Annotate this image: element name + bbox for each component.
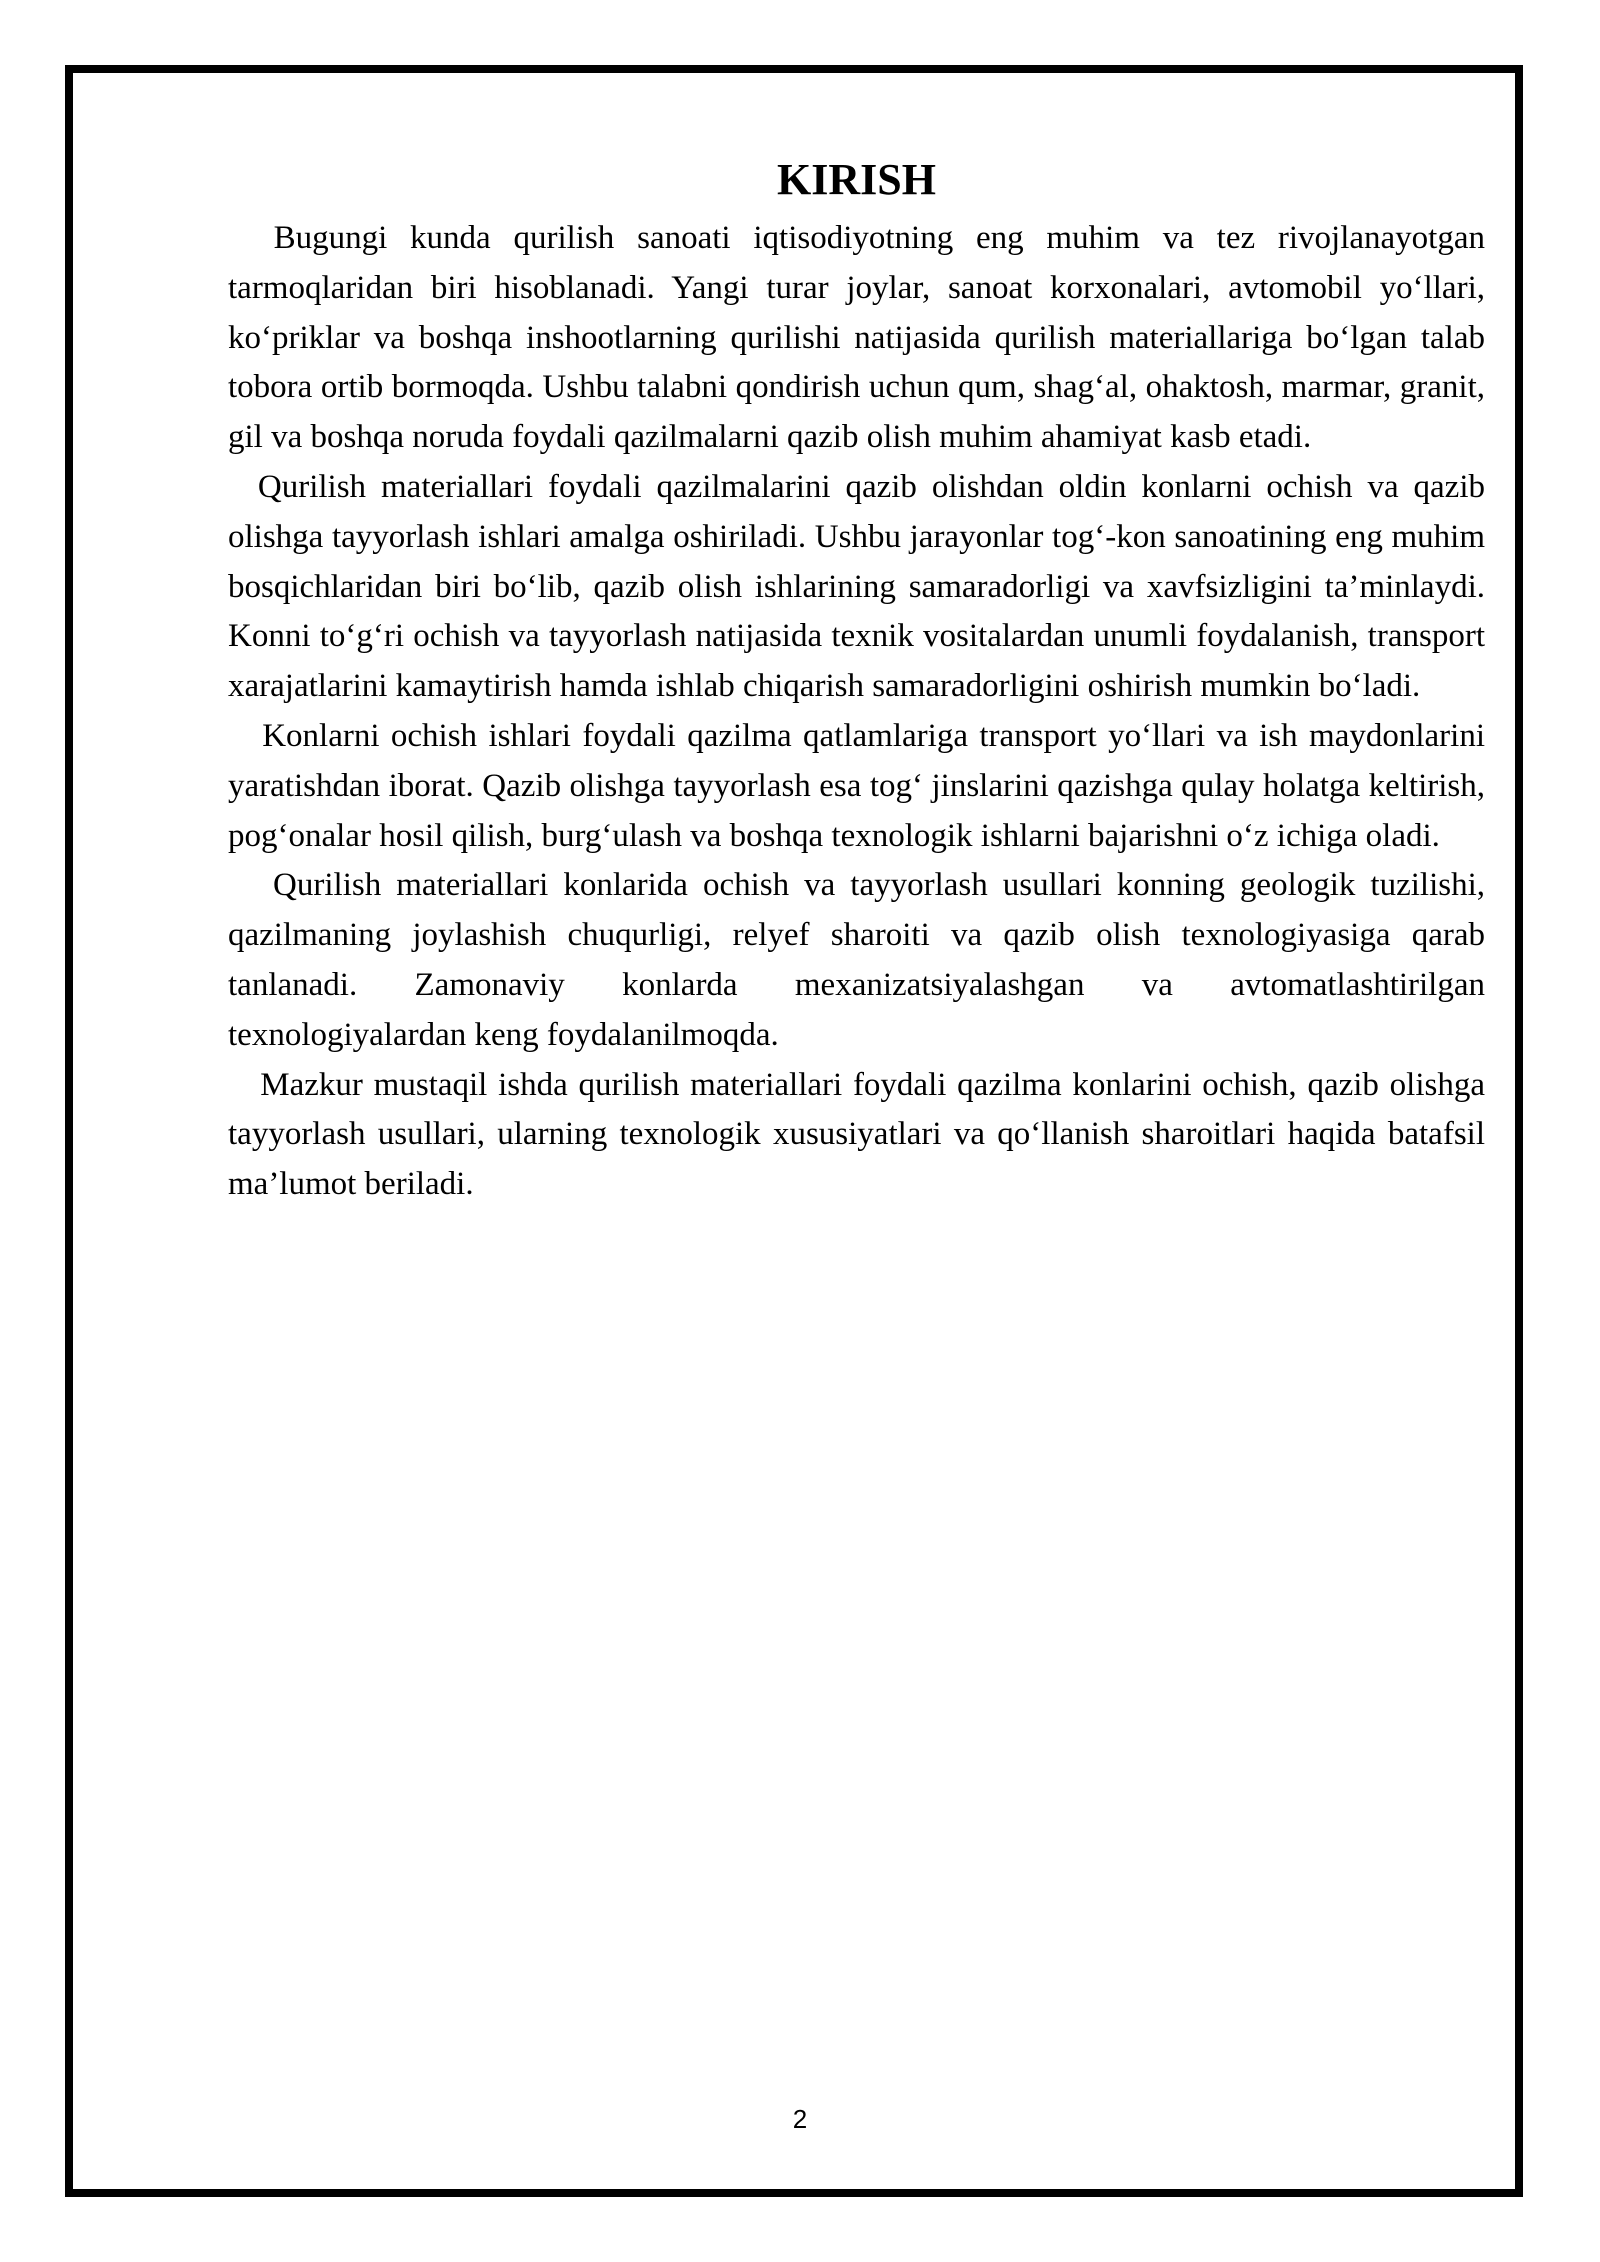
page-title: KIRISH: [777, 155, 936, 204]
paragraph: [228, 214, 1485, 463]
paragraph-text: Mazkur mustaqil ishda qurilish materiallari foydali qazilma konlarini ochish, qazib olishga tayyorlash usullari, ularning texnologik xususiyatlari va qo‘llanish sharoitlari haqida batafsil ma’lumot beriladi.: [228, 1066, 1485, 1203]
paragraph-indent: [228, 1067, 260, 1103]
paragraph: [228, 861, 1485, 1060]
document-body: [228, 150, 1485, 1210]
paragraph-text: Qurilish materiallari konlarida ochish va tayyorlash usullari konning geologik tuzilishi, qazilmaning joylashish chuqurligi, relyef sharoiti va qazib olish texnologiyasiga qarab tanlanadi. Zamonaviy konlarda mexanizatsiyalashgan va avtomatlashtirilgan texnologiyalardan keng foydalanilmoqda.: [228, 867, 1486, 1053]
paragraph-text: Qurilish materiallari foydali qazilmalarini qazib olishdan oldin konlarni ochish va qazib olishga tayyorlash ishlari amalga oshiriladi. Ushbu jarayonlar tog‘-kon sanoatining eng muhim bosqichlaridan biri bo‘lib, qazib olish ishlarining samaradorligi va xavfsizligini ta’minlaydi. Konni to‘g‘ri ochish va tayyorlash natijasida texnik vositalardan unumli foydalanish, transport xarajatlarini kamaytirish hamda ishlab chiqarish samaradorligini oshirish mumkin bo‘ladi.: [228, 468, 1485, 705]
paragraph: [228, 712, 1485, 861]
page-number: 2: [792, 2104, 808, 2134]
paragraph-indent: [228, 220, 274, 256]
paragraph-text: Bugungi kunda qurilish sanoati iqtisodiyotning eng muhim va tez rivojlanayotgan tarmoqlaridan biri hisoblanadi. Yangi turar joylar, sanoat korxonalari, avtomobil yo‘llari, ko‘priklar va boshqa inshootlarning qurilishi natijasida qurilish materiallariga bo‘lgan talab tobora ortib bormoqda. Ushbu talabni qondirish uchun qum, shag‘al, ohaktosh, marmar, granit, gil va boshqa noruda foydali qazilmalarni qazib olish muhim ahamiyat kasb etadi.: [228, 220, 1486, 456]
paragraph: [228, 1061, 1485, 1210]
paragraph: [228, 463, 1485, 712]
paragraph-indent: [228, 469, 258, 505]
paragraph-text: Konlarni ochish ishlari foydali qazilma qatlamlariga transport yo‘llari va ish maydonlarini yaratishdan iborat. Qazib olishga tayyorlash esa tog‘ jinslarini qazishga qulay holatga keltirish, pog‘onalar hosil qilish, burg‘ulash va boshqa texnologik ishlarni bajarishni o‘z ichiga oladi.: [228, 717, 1486, 854]
paragraph-indent: [228, 867, 273, 903]
paragraph-indent: [228, 718, 262, 754]
